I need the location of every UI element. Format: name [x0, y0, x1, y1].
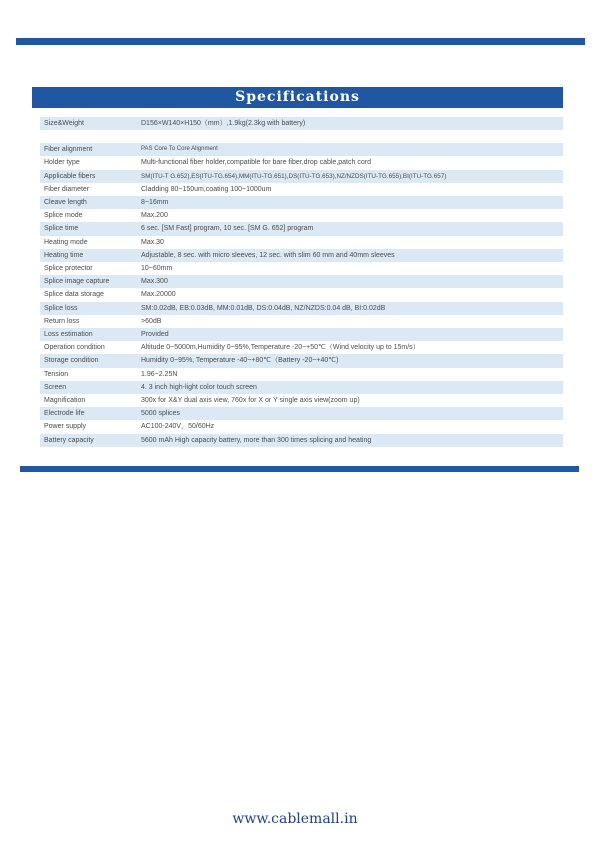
spec-row	[40, 249, 563, 262]
spec-value: 300x for X&Y dual axis view, 760x for X or Y single axis view(zoom up)	[141, 397, 360, 405]
spec-label: Return loss	[44, 317, 80, 325]
spec-value: Max.20000	[141, 291, 176, 299]
spec-row	[40, 170, 563, 183]
spec-value: Max.200	[141, 212, 168, 220]
spec-row	[40, 381, 563, 394]
spec-label: Operation condition	[44, 344, 105, 352]
spec-value: 5000 splices	[137, 407, 563, 420]
bottom-accent-bar	[20, 466, 579, 472]
spec-label: Screen	[40, 381, 137, 394]
spec-row	[40, 302, 563, 315]
spec-row	[40, 275, 563, 288]
spec-label: Electrode life	[40, 407, 137, 420]
spec-label: Cleave length	[40, 196, 137, 209]
spec-row	[40, 341, 563, 354]
spec-label: Heating time	[40, 249, 137, 262]
spec-label: Fiber alignment	[40, 143, 137, 156]
spec-value: Max.30	[141, 238, 164, 246]
spec-value: Multi-functional fiber holder,compatible for bare fiber,drop cable,patch cord	[141, 159, 371, 167]
specifications-title: Specifications	[32, 87, 563, 108]
spec-value: Max.300	[137, 275, 563, 288]
spec-label: Splice mode	[44, 212, 83, 220]
spec-label: Size&Weight	[40, 117, 137, 130]
spec-row	[40, 328, 563, 341]
spec-value: PAS Core To Core Alignment	[137, 143, 563, 156]
spec-value: 8~16mm	[137, 196, 563, 209]
spec-row	[40, 262, 563, 275]
spec-row	[40, 117, 563, 130]
spec-label: Holder type	[44, 159, 80, 167]
spec-row	[40, 222, 563, 235]
spec-row	[40, 156, 563, 169]
top-accent-bar	[16, 38, 585, 45]
spec-value: 5600 mAh High capacity battery, more than 300 times splicing and heating	[137, 434, 563, 447]
spec-value: AC100-240V，50/60Hz	[141, 423, 215, 431]
spec-value: D156×W140×H150（mm）,1.9kg(2.3kg with battery)	[137, 117, 563, 130]
spec-row	[40, 407, 563, 420]
spec-row	[40, 236, 563, 249]
spec-value: >60dB	[141, 317, 162, 325]
spec-row	[40, 209, 563, 222]
spec-value: SM:0.02dB, EB:0.03dB, MM:0.01dB, DS:0.04dB, NZ/NZDS:0.04 dB, BI:0.02dB	[137, 302, 563, 315]
spec-row	[40, 315, 563, 328]
spec-label: Fiber diameter	[44, 185, 90, 193]
spec-label: Splice loss	[40, 302, 137, 315]
spec-row	[40, 354, 563, 367]
spec-row	[40, 434, 563, 447]
spec-label: Applicable fibers	[40, 170, 137, 183]
spec-label: Power supply	[44, 423, 87, 431]
spec-label: Splice protector	[44, 265, 93, 273]
spec-value: Provided	[137, 328, 563, 341]
spec-value: Cladding 80~150um,coating 100~1000um	[141, 185, 272, 193]
spec-value: Humidity 0~95%, Temperature -40~+80℃（Battery -20~+40℃)	[137, 354, 563, 367]
spec-value: Adjustable, 8 sec. with micro sleeves, 12 sec. with slim 60 mm and 40mm sleeves	[137, 249, 563, 262]
spec-label: Loss estimation	[40, 328, 137, 341]
spec-row	[40, 183, 563, 196]
spec-label: Splice data storage	[44, 291, 104, 299]
spec-row	[40, 368, 563, 381]
spec-value: SM(ITU-T G.652),ES(ITU-TG.654),MM(ITU-TG.651),DS(ITU-TG.653),NZ/NZDS(ITU-TG.655),BI(ITU-TG.657)	[137, 170, 563, 183]
spec-row	[40, 420, 563, 433]
spec-label: Storage condition	[40, 354, 137, 367]
specifications-table	[40, 117, 563, 447]
spec-row	[40, 196, 563, 209]
spec-value: 10~60mm	[141, 265, 173, 273]
spec-spacer	[40, 130, 563, 143]
spec-label: Splice image capture	[40, 275, 137, 288]
spec-row	[40, 394, 563, 407]
spec-value: 4. 3 inch high-light color touch screen	[137, 381, 563, 394]
spec-label: Splice time	[40, 222, 137, 235]
spec-row	[40, 288, 563, 301]
spec-row	[40, 143, 563, 156]
footer-website-url: www.cablemall.in	[232, 811, 358, 827]
spec-label: Battery capacity	[40, 434, 137, 447]
spec-value: 6 sec. [SM Fast] program, 10 sec. [SM G. 652] program	[137, 222, 563, 235]
spec-label: Tension	[44, 370, 69, 378]
spec-label: Magnification	[44, 397, 86, 405]
spec-value: 1.96~2.25N	[141, 370, 178, 378]
spec-value: Altitude 0~5000m,Humidity 0~95%,Temperature -20~+50℃（Wind velocity up to 15m/s）	[141, 344, 420, 352]
spec-label: Heating mode	[44, 238, 88, 246]
